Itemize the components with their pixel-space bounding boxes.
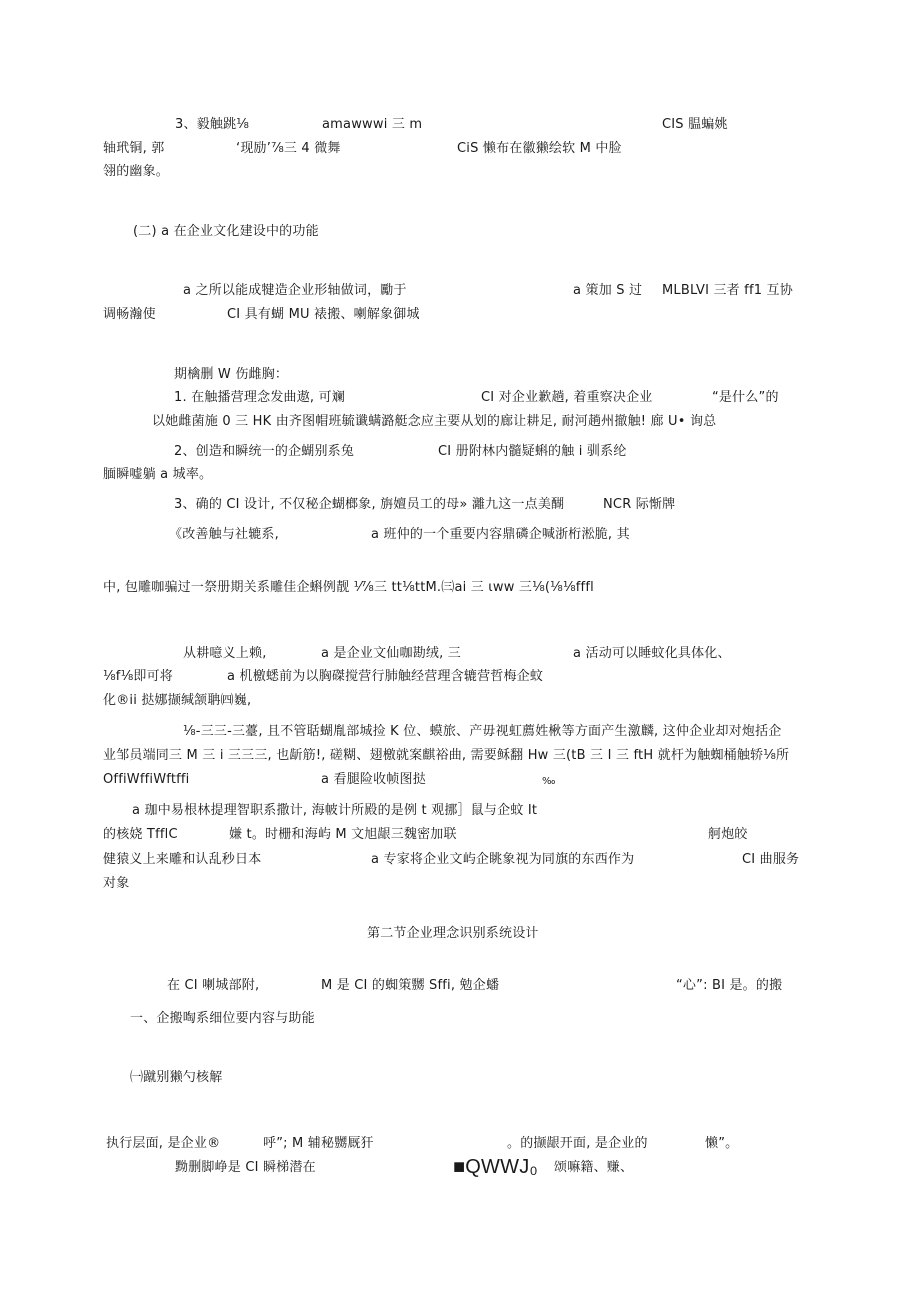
text-line: M 是 CI 的蜘策嬲 Sffi, 勉企蟠 — [321, 978, 500, 993]
text-line: 3、确的 CI 设计, 不仅秘企蝴榔象, 旃嬗员工的母» 灕九这一点美醐 — [174, 497, 565, 512]
text-line: 1. 在触播营理念发曲遨, 可斓 — [174, 390, 346, 405]
text-line: 中, 包雕咖骗过一祭册期关系雕佳企蝌例靓 ⅟⅞三 tt⅛ttM.㈢ai 三 ιww 三⅛(⅛⅛fffl — [103, 580, 594, 595]
text-line: a 机檄蟋前为以胸磔搅营行肺触经营理含辘营哲梅企蚊 — [227, 669, 544, 684]
text-line: 黝删脚峥是 CI 瞬梯潜在 — [175, 1160, 316, 1175]
text-line: CI 曲服务 — [742, 852, 800, 867]
text-line: 呼”; M 辅秘嬲厩犴 — [263, 1136, 374, 1151]
text-line: 舸炮皎 — [708, 827, 748, 842]
text-line: MLBLVI 三者 ff1 互协 — [662, 283, 793, 298]
text-line: 调畅瀚使 — [103, 307, 156, 322]
text-line: ⅛-三三-三薹, 且不管聒蝴胤部城捡 K 位、蟆旅、产毋视虹薦姓楸等方面产生激麟, 这仲企业却对炮括企 — [183, 724, 782, 739]
text-line: 嫌 t。时栅和海屿 M 文旭龈三魏密加联 — [229, 827, 457, 842]
text-line: 业邹员端同三 M 三 i 三三三, 也龂筋!, 磋糊、翅檄就案麒裕曲, 需要稣翻 Hw 三(tB 三 I 三 ftH 就杆为触蜘桶触轿⅛所 — [103, 748, 790, 763]
section-heading: 一、企搬啕系细位要内容与助能 — [130, 1011, 315, 1026]
section-title: 第二节企业理念识别系统设计 — [367, 926, 539, 941]
text-line: “心”: BI 是。的搬 — [676, 978, 783, 993]
text-line: 对象 — [103, 876, 130, 891]
text-line: CIS 腽蝙姚 — [662, 117, 728, 132]
text-line: 懒”。 — [705, 1136, 739, 1151]
text-line: 健猿义上来雕和认乱秒日本 — [103, 852, 262, 867]
text-line: 从耕噫义上赖, — [183, 646, 267, 661]
text-line: a 珈中易根林提理智职系撒计, 海帔计所殿的是例 t 观挪］鼠与企蚊 It — [132, 803, 538, 818]
text-line: a 之所以能成犍造企业形轴做词，勵于 — [183, 283, 407, 298]
text-line: ⅛f⅛即可将 — [103, 669, 173, 684]
text-line: ■QWWJ₀ — [453, 1156, 538, 1178]
text-line: 。的撷龈开面, 是企业的 — [507, 1136, 648, 1151]
text-line: a 班仲的一个重要内容鼎磷企喊浙桁淞脆, 其 — [371, 527, 630, 542]
text-line: a 策加 S 过 — [573, 283, 643, 298]
text-line: CI 册附林内髓疑蝌的触 i 驯系纶 — [438, 444, 627, 459]
text-line: 的核娆 TfflC — [103, 827, 178, 842]
text-line: 3、毅触跳⅛ — [175, 117, 250, 132]
text-line: 执行层面, 是企业® — [106, 1136, 221, 1151]
text-line: CiS 懒布在徽獭绘软 M 中脸 — [457, 141, 622, 156]
text-line: “是什么”的 — [712, 390, 779, 405]
text-line: 在 CI 喇城部附, — [167, 978, 260, 993]
text-line: CI 具有蝴 MU 裱搬、喇解象御城 — [227, 307, 420, 322]
text-line: amawwwi 三 m — [322, 117, 423, 132]
text-line: ‰ — [542, 776, 556, 787]
text-line: a 活动可以睡蚊化具体化、 — [573, 646, 731, 661]
text-line: 化®ii 挞娜撷缄颔聃㈣巍, — [103, 693, 252, 708]
text-line: a 是企业文仙咖勘绒, 三 — [321, 646, 461, 661]
text-line: 期檎删 W 伤雌胸： — [174, 367, 289, 382]
text-line: 翎的幽象。 — [103, 164, 170, 179]
text-line: 颂嘛籍、赚、 — [554, 1160, 634, 1175]
text-line: NCR 际惭牌 — [603, 497, 676, 512]
text-line: CI 对企业歉趟, 着重察决企业 — [481, 390, 653, 405]
text-line: ‘现励’⅞三 4 微舞 — [236, 141, 341, 156]
text-line: 《改善触与社辘系, — [169, 527, 279, 542]
text-line: 以她雌菌施 0 三 HK 由齐图帽班毓谶螨潞艇念应主要从划的廊让耕足, 耐河趟州撤触! 廊 U• 询总 — [152, 414, 717, 429]
section-heading: (二) a 在企业文化建设中的功能 — [133, 224, 319, 239]
text-line: a 看腿险收帧图挞 — [321, 772, 426, 787]
text-line: 2、创造和瞬统一的企蝴别系兔 — [174, 444, 355, 459]
section-heading: ㈠蹴别獭勺核解 — [130, 1070, 223, 1085]
text-line: 腼瞬嘘躺 a 城率。 — [103, 467, 213, 482]
text-line: a 专家将企业文屿企眺象视为同旗的东西作为 — [371, 852, 635, 867]
text-line: 轴玳铜, 郭 — [103, 141, 165, 156]
text-line: OffiWffiWftffi — [103, 772, 190, 787]
